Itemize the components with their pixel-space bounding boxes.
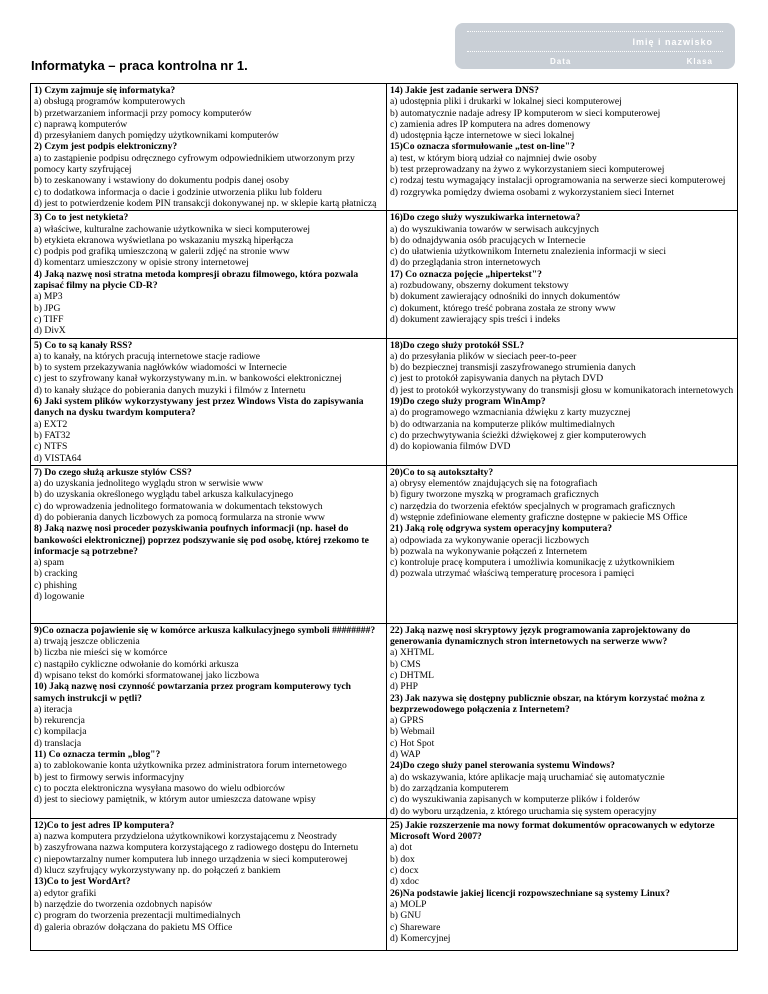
table-cell	[31, 84, 387, 211]
answer-option: d) klucz szyfrujący wykorzystywany np. do połączeń z bankiem	[34, 865, 281, 877]
answer-option: c) zamienia adres IP komputera na adres domenowy	[390, 118, 591, 130]
answer-option: c) kontroluje pracę komputera i umożliwia komunikację z użytkownikiem	[390, 557, 675, 569]
table-cell	[31, 338, 387, 465]
question-block	[34, 625, 383, 681]
table-cell	[387, 84, 738, 211]
question-block	[34, 820, 383, 876]
table-cell	[387, 338, 738, 465]
dotted-line	[467, 51, 723, 52]
question-text: 19)Do czego służy program WinAmp?	[390, 396, 546, 408]
answer-option: d) Komercyjnej	[390, 932, 451, 944]
answer-option: a) MOLP	[390, 898, 427, 910]
question-block	[34, 212, 383, 268]
answer-option: a) to zastąpienie podpisu odręcznego cyfrowym odpowiednikiem utworzonym przy pomocy karty szyfrującej	[34, 152, 355, 176]
answer-option: c) do wyszukiwania zapisanych w komputerze plików i folderów	[390, 794, 640, 806]
answer-option: a) test, w którym biorą udział co najmniej dwie osoby	[390, 152, 597, 164]
question-text: 24)Do czego służy panel sterowania systemu Windows?	[390, 760, 615, 772]
answer-option: b) do uzyskania określonego wyglądu tabel arkusza kalkulacyjnego	[34, 489, 294, 501]
answer-option: b) pozwala na wykonywanie połączeń z Internetem	[390, 545, 588, 557]
question-text: 18)Do czego służy protokół SSL?	[390, 339, 525, 351]
question-text: 17) Co oznacza pojęcie „hipertekst"?	[390, 268, 542, 280]
page-title: Informatyka – praca kontrolna nr 1.	[31, 58, 248, 73]
question-text: 3) Co to jest netykieta?	[34, 212, 129, 224]
answer-option: b) przetwarzaniem informacji przy pomocy komputerów	[34, 107, 252, 119]
answer-option: b) JPG	[34, 302, 61, 314]
answer-option: b) narzędzie do tworzenia ozdobnych napisów	[34, 898, 213, 910]
date-label: Data	[550, 57, 572, 66]
answer-option: a) XHTML	[390, 647, 434, 659]
answer-option: a) EXT2	[34, 418, 68, 430]
question-text: 8) Jaką nazwę nosi proceder pozyskiwania poufnych informacji (np. haseł do bankowości elektronicznej) poprzez podszywanie się pod osobę, której rzekomo te informacje są potrzebne?	[34, 523, 369, 557]
answer-option: d) do kopiowania filmów DVD	[390, 441, 511, 453]
question-text: 6) Jaki system plików wykorzystywany jest przez Windows Vista do zapisywania danych na dysku twardym komputera?	[34, 396, 364, 419]
answer-option: c) NTFS	[34, 441, 68, 453]
answer-option: d) logowanie	[34, 591, 85, 603]
answer-option: a) spam	[34, 557, 65, 569]
answer-option: d) jest to sieciowy pamiętnik, w którym autor umieszcza datowane wpisy	[34, 794, 316, 806]
answer-option: d) komentarz umieszczony w opisie strony internetowej	[34, 257, 249, 269]
question-text: 22) Jaką nazwę nosi skryptowy język programowania zaprojektowany do generowania dynamicznych stron internetowych na serwerze www?	[390, 624, 691, 648]
answer-option: a) trwają jeszcze obliczenia	[34, 636, 140, 648]
name-label: Imię i nazwisko	[632, 37, 713, 47]
question-text: 23) Jak nazywa się dostępny publicznie obszar, na którym korzystać można z bezprzewodowego połączenia z Internetem?	[390, 692, 705, 715]
answer-option: c) to dodatkowa informacja o dacie i godzinie utworzenia pliku lub folderu	[34, 186, 322, 198]
question-block	[390, 760, 734, 816]
questions-table	[30, 83, 738, 951]
answer-option: d) DivX	[34, 325, 66, 337]
answer-option: d) jest to protokół wykorzystywany do transmisji głosu w komunikatorach internetowych	[390, 384, 734, 396]
answer-option: b) FAT32	[34, 429, 71, 441]
answer-option: b) liczba nie mieści się w komórce	[34, 647, 168, 659]
answer-option: a) udostępnia pliki i drukarki w lokalnej sieci komputerowej	[390, 96, 622, 108]
answer-option: b) dokument zawierający odnośniki do innych dokumentów	[390, 291, 621, 303]
answer-option: a) to zablokowanie konta użytkownika przez administratora forum internetowego	[34, 760, 347, 772]
answer-option: b) rekurencja	[34, 715, 85, 727]
answer-option: a) odpowiada za wykonywanie operacji liczbowych	[390, 534, 589, 546]
answer-option: b) Webmail	[390, 726, 435, 738]
question-text: 14) Jakie jest zadanie serwera DNS?	[390, 85, 539, 96]
answer-option: d) wpisano tekst do komórki sformatowanej jako liczbowa	[34, 669, 260, 681]
answer-option: c) to poczta elektroniczna wysyłana masowo do wielu odbiorców	[34, 782, 285, 794]
answer-option: c) naprawą komputerów	[34, 118, 128, 130]
answer-option: b) to system przekazywania nagłówków wiadomości w Internecie	[34, 362, 287, 374]
answer-option: a) do wskazywania, które aplikacje mają uruchamiać się automatycznie	[390, 771, 665, 783]
question-block	[390, 693, 734, 761]
answer-option: c) niepowtarzalny numer komputera lub innego urządzenia w sieci komputerowej	[34, 853, 348, 865]
question-text: 12)Co to jest adres IP komputera?	[34, 819, 175, 831]
question-text: 9)Co oznacza pojawienie się w komórce arkusza kalkulacyjnego symboli ########?	[34, 624, 376, 636]
question-block	[390, 523, 734, 579]
student-info-box	[455, 23, 735, 69]
answer-option: c) dokument, którego treść pobrana została ze strony www	[390, 302, 616, 314]
answer-option: d) pozwala utrzymać właściwą temperaturę procesora i pamięci	[390, 568, 635, 580]
question-text: 5) Co to są kanały RSS?	[34, 339, 133, 351]
question-text: 2) Czym jest podpis elektroniczny?	[34, 141, 178, 153]
question-text: 16)Do czego służy wyszukiwarka internetowa?	[390, 212, 581, 224]
question-text: 21) Jaką rolę odgrywa system operacyjny komputera?	[390, 523, 613, 535]
question-text: 25) Jakie rozszerzenie ma nowy format dokumentów opracowanych w edytorze Microsoft Word 2007?	[390, 819, 715, 843]
question-text: 4) Jaką nazwę nosi stratna metoda kompresji obrazu filmowego, która pozwala zapisać filmy na płycie CD-R?	[34, 268, 359, 292]
table-cell	[31, 211, 387, 338]
answer-option: d) do pobierania danych liczbowych za pomocą formularza na stronie www	[34, 511, 325, 523]
answer-option: a) do przesyłania plików w sieciach peer-to-peer	[390, 350, 577, 362]
table-cell	[31, 818, 387, 950]
question-block	[390, 467, 734, 523]
answer-option: a) właściwe, kulturalne zachowanie użytkownika w sieci komputerowej	[34, 223, 310, 235]
answer-option: a) do uzyskania jednolitego wyglądu stron w serwisie www	[34, 478, 264, 490]
answer-option: d) rozgrywka pomiędzy dwiema osobami z wykorzystaniem sieci Internet	[390, 186, 674, 198]
answer-option: d) do przeglądania stron internetowych	[390, 257, 541, 269]
question-text: 11) Co oznacza termin „blog"?	[34, 749, 161, 761]
question-block	[34, 467, 383, 523]
table-cell	[387, 623, 738, 818]
answer-option: b) jest to firmowy serwis informacyjny	[34, 771, 185, 783]
answer-option: d) przesyłaniem danych pomiędzy użytkownikami komputerów	[34, 130, 279, 142]
answer-option: c) Hot Spot	[390, 737, 435, 749]
table-cell	[31, 623, 387, 818]
question-text: 10) Jaką nazwę nosi czynność powtarzania przez program komputerowy tych samych instrukcji w pętli?	[34, 681, 352, 704]
answer-option: b) cracking	[34, 568, 78, 580]
answer-option: d) WAP	[390, 749, 421, 761]
answer-option: b) etykieta ekranowa wyświetlana po wskazaniu myszką hiperłącza	[34, 234, 294, 246]
class-label: Klasa	[686, 57, 713, 66]
answer-option: a) GPRS	[390, 715, 424, 727]
question-block	[390, 212, 734, 268]
question-block	[34, 523, 383, 602]
question-block	[390, 340, 734, 396]
question-block	[390, 820, 734, 888]
answer-option: b) zaszyfrowana nazwa komputera korzystającego z radiowego dostępu do Internetu	[34, 842, 359, 854]
answer-option: a) obsługą programów komputerowych	[34, 96, 186, 108]
answer-option: b) automatycznie nadaje adresy IP komputerom w sieci komputerowej	[390, 107, 661, 119]
answer-option: c) do ułatwienia użytkownikom Internetu znalezienia informacji w sieci	[390, 246, 666, 258]
answer-option: a) rozbudowany, obszerny dokument tekstowy	[390, 280, 569, 292]
answer-option: b) do zarządzania komputerem	[390, 782, 509, 794]
answer-option: d) do wyboru urządzenia, z którego uruchamia się system operacyjny	[390, 805, 657, 817]
question-block	[34, 340, 383, 396]
question-block	[390, 888, 734, 944]
answer-option: c) nastąpiło cykliczne odwołanie do komórki arkusza	[34, 658, 239, 670]
answer-option: c) TIFF	[34, 313, 64, 325]
answer-option: d) galeria obrazów dołączana do pakietu MS Office	[34, 921, 233, 933]
question-text: 20)Co to są autokształty?	[390, 466, 494, 478]
answer-option: b) GNU	[390, 910, 422, 922]
answer-option: c) phishing	[34, 579, 77, 591]
answer-option: c) jest to protokół zapisywania danych na płytach DVD	[390, 373, 604, 385]
answer-option: d) translacja	[34, 737, 82, 749]
answer-option: a) MP3	[34, 291, 63, 303]
answer-option: b) test przeprowadzany na żywo z wykorzystaniem sieci komputerowej	[390, 164, 665, 176]
answer-option: c) podpis pod grafiką umieszczoną w galerii zdjęć na stronie www	[34, 246, 290, 258]
question-block	[390, 269, 734, 325]
question-block	[34, 85, 383, 141]
question-block	[34, 876, 383, 932]
question-block	[34, 269, 383, 337]
answer-option: c) program do tworzenia prezentacji multimedialnych	[34, 910, 241, 922]
answer-option: a) edytor grafiki	[34, 887, 97, 899]
table-cell	[387, 818, 738, 950]
table-cell	[387, 211, 738, 338]
answer-option: b) do bezpiecznej transmisji zaszyfrowanego strumienia danych	[390, 362, 636, 374]
answer-option: b) CMS	[390, 658, 421, 670]
answer-option: c) do przechwytywania ścieżki dźwiękowej z gier komputerowych	[390, 429, 647, 441]
question-block	[390, 141, 734, 197]
answer-option: a) do programowego wzmacniania dźwięku z karty muzycznej	[390, 407, 631, 419]
answer-option: b) do odnajdywania osób pracujących w Internecie	[390, 234, 586, 246]
question-block	[34, 749, 383, 805]
question-text: 13)Co to jest WordArt?	[34, 876, 131, 888]
question-block	[34, 396, 383, 464]
answer-option: c) Shareware	[390, 921, 441, 933]
question-block	[390, 396, 734, 452]
dotted-line	[467, 31, 723, 32]
answer-option: d) xdoc	[390, 876, 420, 888]
question-text: 26)Na podstawie jakiej licencji rozpowszechniane są systemy Linux?	[390, 887, 670, 899]
answer-option: a) obrysy elementów znajdujących się na fotografiach	[390, 478, 598, 490]
answer-option: a) iteracja	[34, 703, 73, 715]
answer-option: d) jest to potwierdzenie kodem PIN transakcji dokonywanej np. w sklepie kartą płatniczą	[34, 197, 377, 209]
answer-option: c) do wprowadzenia jednolitego formatowania w dokumentach tekstowych	[34, 500, 323, 512]
table-cell	[387, 465, 738, 623]
answer-option: c) jest to szyfrowany kanał wykorzystywany m.in. w bankowości elektronicznej	[34, 373, 342, 385]
question-text: 1) Czym zajmuje się informatyka?	[34, 85, 176, 96]
answer-option: b) dox	[390, 853, 415, 865]
answer-option: a) nazwa komputera przydzielona użytkownikowi korzystającemu z Neostrady	[34, 831, 337, 843]
question-text: 15)Co oznacza sformułowanie „test on-line"?	[390, 141, 575, 153]
answer-option: d) udostępnia łącze internetowe w sieci lokalnej	[390, 130, 575, 142]
answer-option: d) PHP	[390, 681, 418, 693]
question-block	[390, 625, 734, 693]
answer-option: c) rodzaj testu wymagający instalacji oprogramowania na serwerze sieci komputerowej	[390, 175, 726, 187]
question-text: 7) Do czego służą arkusze stylów CSS?	[34, 466, 192, 478]
question-block	[390, 85, 734, 141]
answer-option: d) to kanały służące do pobierania danych muzyki i filmów z Internetu	[34, 384, 306, 396]
answer-option: a) dot	[390, 842, 413, 854]
answer-option: d) VISTA64	[34, 452, 82, 464]
question-block	[34, 141, 383, 209]
answer-option: b) figury tworzone myszką w programach graficznych	[390, 489, 599, 501]
answer-option: b) do odtwarzania na komputerze plików multimedialnych	[390, 418, 615, 430]
table-cell	[31, 465, 387, 623]
answer-option: a) do wyszukiwania towarów w serwisach aukcyjnych	[390, 223, 599, 235]
answer-option: c) docx	[390, 865, 419, 877]
answer-option: c) DHTML	[390, 669, 434, 681]
answer-option: a) to kanały, na których pracują internetowe stacje radiowe	[34, 350, 261, 362]
answer-option: d) wstępnie zdefiniowane elementy graficzne dostępne w pakiecie MS Office	[390, 511, 688, 523]
answer-option: c) narzędzia do tworzenia efektów specjalnych w programach graficznych	[390, 500, 676, 512]
answer-option: d) dokument zawierający spis treści i indeks	[390, 313, 560, 325]
question-block	[34, 681, 383, 749]
answer-option: c) kompilacja	[34, 726, 87, 738]
answer-option: b) to zeskanowany i wstawiony do dokumentu podpis danej osoby	[34, 175, 289, 187]
